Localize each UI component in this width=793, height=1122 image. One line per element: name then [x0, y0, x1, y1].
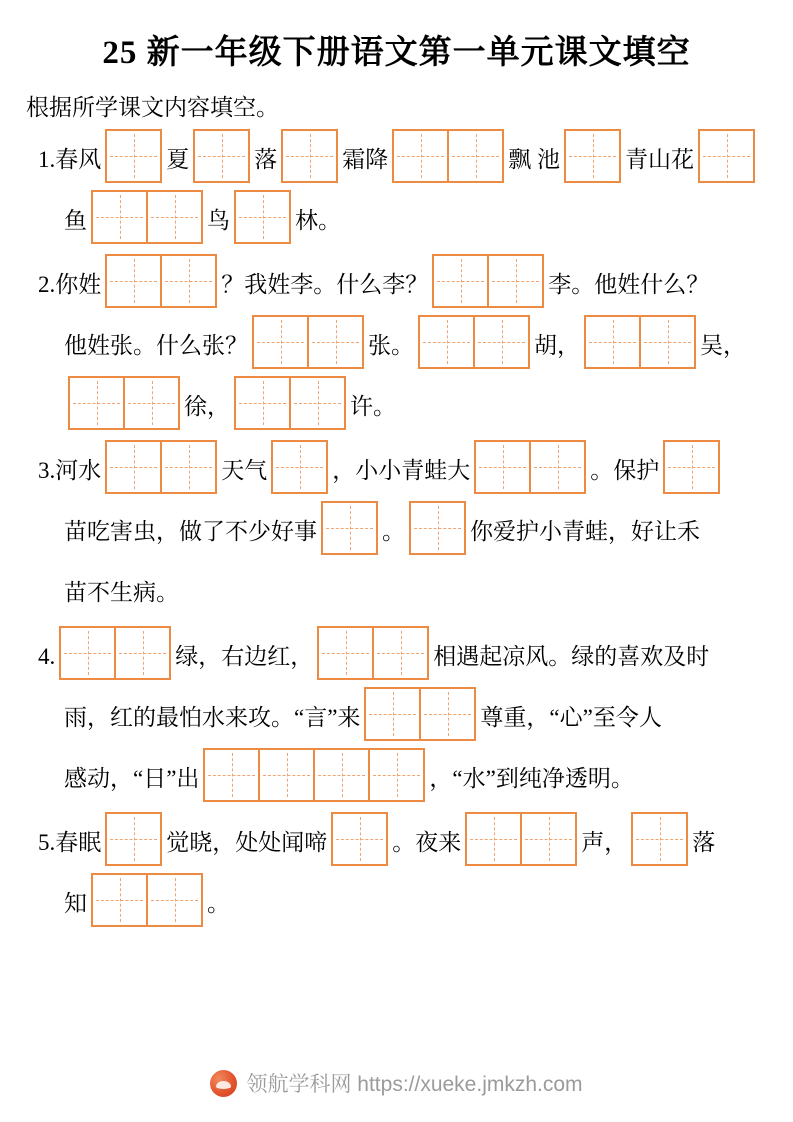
- question-text: 天气: [221, 458, 268, 483]
- question-1-line-1: [24, 127, 769, 183]
- answer-box[interactable]: [105, 440, 162, 494]
- answer-box[interactable]: [372, 626, 429, 680]
- answer-box[interactable]: [313, 748, 370, 802]
- answer-box-group: [234, 376, 346, 430]
- question-text: 知: [64, 891, 87, 916]
- question-2-line-3: [24, 374, 769, 430]
- question-text: 苗吃害虫，做了不少好事: [64, 519, 317, 544]
- answer-box-group: [271, 440, 328, 494]
- answer-box-group: [234, 190, 291, 244]
- answer-box[interactable]: [59, 626, 116, 680]
- answer-box[interactable]: [474, 440, 531, 494]
- answer-box-group: [105, 440, 217, 494]
- answer-box-group: [584, 315, 696, 369]
- question-1: [24, 127, 769, 244]
- question-text: 鸟: [207, 208, 230, 233]
- questions-container: [24, 127, 769, 927]
- answer-box-group: [317, 626, 429, 680]
- question-text: 。保护: [590, 458, 660, 483]
- question-text: 1.春风: [38, 147, 102, 172]
- question-2-line-2: [24, 313, 769, 369]
- instructions-text: 根据所学课文内容填空。: [26, 95, 279, 120]
- answer-box[interactable]: [331, 812, 388, 866]
- question-2: [24, 252, 769, 430]
- question-text: 觉晓，处处闻啼: [166, 830, 328, 855]
- answer-box[interactable]: [447, 129, 504, 183]
- answer-box[interactable]: [193, 129, 250, 183]
- answer-box-group: [474, 440, 586, 494]
- question-text: 相遇起凉风。绿的喜欢及时: [433, 644, 710, 669]
- question-4-line-3: [24, 746, 769, 802]
- question-text: 霜降: [342, 147, 389, 172]
- answer-box[interactable]: [105, 254, 162, 308]
- answer-box-group: [91, 873, 203, 927]
- question-4: [24, 624, 769, 802]
- question-text: 雨，红的最怕水来攻。“言”来: [64, 705, 361, 730]
- answer-box[interactable]: [473, 315, 530, 369]
- question-text: 苗不生病。: [64, 580, 179, 605]
- question-text: 声，: [581, 830, 628, 855]
- answer-box[interactable]: [146, 190, 203, 244]
- answer-box[interactable]: [91, 190, 148, 244]
- question-text: 张。: [368, 333, 414, 358]
- answer-box[interactable]: [91, 873, 148, 927]
- answer-box-group: [331, 812, 388, 866]
- question-text: 夏: [166, 147, 190, 172]
- answer-box[interactable]: [234, 190, 291, 244]
- answer-box-group: [418, 315, 530, 369]
- footer: [0, 1068, 793, 1098]
- answer-box[interactable]: [258, 748, 315, 802]
- question-text: 鱼: [64, 208, 87, 233]
- answer-box[interactable]: [289, 376, 346, 430]
- answer-box-group: [564, 129, 621, 183]
- answer-box-group: [392, 129, 504, 183]
- answer-box[interactable]: [364, 687, 421, 741]
- question-text: 青山花: [625, 147, 694, 172]
- answer-box-group: [631, 812, 688, 866]
- page-title: 25 新一年级下册语文第一单元课文填空: [102, 35, 691, 71]
- answer-box-group: [698, 129, 755, 183]
- answer-box[interactable]: [321, 501, 378, 555]
- answer-box-group: [105, 812, 162, 866]
- question-text: 吴，: [700, 333, 746, 358]
- question-3-line-3: [24, 560, 769, 616]
- answer-box[interactable]: [307, 315, 364, 369]
- question-text: 4.: [38, 644, 56, 669]
- question-text: 尊重，“心”至令人: [480, 705, 662, 730]
- answer-box-group: [321, 501, 378, 555]
- question-4-line-2: [24, 685, 769, 741]
- answer-box[interactable]: [234, 376, 291, 430]
- question-text: 胡，: [534, 333, 580, 358]
- question-3-line-2: [24, 499, 769, 555]
- answer-box-group: [91, 190, 203, 244]
- answer-box[interactable]: [271, 440, 328, 494]
- question-3: [24, 438, 769, 616]
- answer-box[interactable]: [105, 812, 162, 866]
- question-text: 。: [207, 891, 230, 916]
- question-text: 李。他姓什么？: [548, 272, 710, 297]
- answer-box-group: [409, 501, 466, 555]
- answer-box[interactable]: [698, 129, 755, 183]
- question-1-line-2: [24, 188, 769, 244]
- answer-box[interactable]: [465, 812, 522, 866]
- question-2-line-1: [24, 252, 769, 308]
- question-text: 徐，: [184, 394, 230, 419]
- answer-box[interactable]: [160, 254, 217, 308]
- answer-box[interactable]: [409, 501, 466, 555]
- question-text: 绿，右边红，: [175, 644, 314, 669]
- answer-box[interactable]: [564, 129, 621, 183]
- answer-box[interactable]: [529, 440, 586, 494]
- question-text: ？我姓李。什么李？: [221, 272, 429, 297]
- answer-box-group: [105, 129, 162, 183]
- answer-box[interactable]: [584, 315, 641, 369]
- question-4-line-1: [24, 624, 769, 680]
- answer-box[interactable]: [639, 315, 696, 369]
- answer-box[interactable]: [105, 129, 162, 183]
- question-text: 他姓张。什么张？: [64, 333, 248, 358]
- answer-box[interactable]: [252, 315, 309, 369]
- answer-box-group: [465, 812, 577, 866]
- answer-box-group: [252, 315, 364, 369]
- question-5: [24, 810, 769, 927]
- answer-box-group: [68, 376, 180, 430]
- answer-box[interactable]: [123, 376, 180, 430]
- answer-box[interactable]: [520, 812, 577, 866]
- question-5-line-1: [24, 810, 769, 866]
- answer-box[interactable]: [146, 873, 203, 927]
- answer-box-group: [203, 748, 425, 802]
- question-text: 2.你姓: [38, 272, 102, 297]
- answer-box[interactable]: [418, 315, 475, 369]
- question-text: 3.河水: [38, 458, 102, 483]
- answer-box[interactable]: [368, 748, 425, 802]
- question-3-line-1: [24, 438, 769, 494]
- answer-box-group: [432, 254, 544, 308]
- answer-box-group: [364, 687, 476, 741]
- answer-box[interactable]: [160, 440, 217, 494]
- question-text: 林。: [295, 208, 341, 233]
- question-5-line-2: [24, 871, 769, 927]
- answer-box[interactable]: [432, 254, 489, 308]
- question-text: 许。: [350, 394, 396, 419]
- answer-box-group: [59, 626, 171, 680]
- answer-box[interactable]: [281, 129, 338, 183]
- site-logo-icon: [210, 1070, 237, 1097]
- footer-watermark-text: 领航学科网 https://xueke.jmkzh.com: [246, 1073, 583, 1096]
- question-text: 飘 池: [508, 147, 560, 172]
- answer-box-group: [193, 129, 250, 183]
- answer-box[interactable]: [392, 129, 449, 183]
- answer-box[interactable]: [663, 440, 720, 494]
- answer-box[interactable]: [419, 687, 476, 741]
- question-text: 落: [692, 830, 716, 855]
- question-text: 落: [254, 147, 278, 172]
- answer-box-group: [105, 254, 217, 308]
- question-text: 你爱护小青蛙，好让禾: [470, 519, 700, 544]
- answer-box[interactable]: [114, 626, 171, 680]
- answer-box-group: [281, 129, 338, 183]
- question-text: 5.春眠: [38, 830, 102, 855]
- question-text: 。夜来: [392, 830, 462, 855]
- answer-box[interactable]: [317, 626, 374, 680]
- question-text: ，小小青蛙大: [332, 458, 471, 483]
- answer-box-group: [663, 440, 720, 494]
- answer-box[interactable]: [68, 376, 125, 430]
- answer-box[interactable]: [631, 812, 688, 866]
- question-text: 感动，“日”出: [64, 766, 200, 791]
- question-text: 。: [382, 519, 405, 544]
- answer-box[interactable]: [487, 254, 544, 308]
- answer-box[interactable]: [203, 748, 260, 802]
- question-text: ，“水”到纯净透明。: [429, 766, 634, 791]
